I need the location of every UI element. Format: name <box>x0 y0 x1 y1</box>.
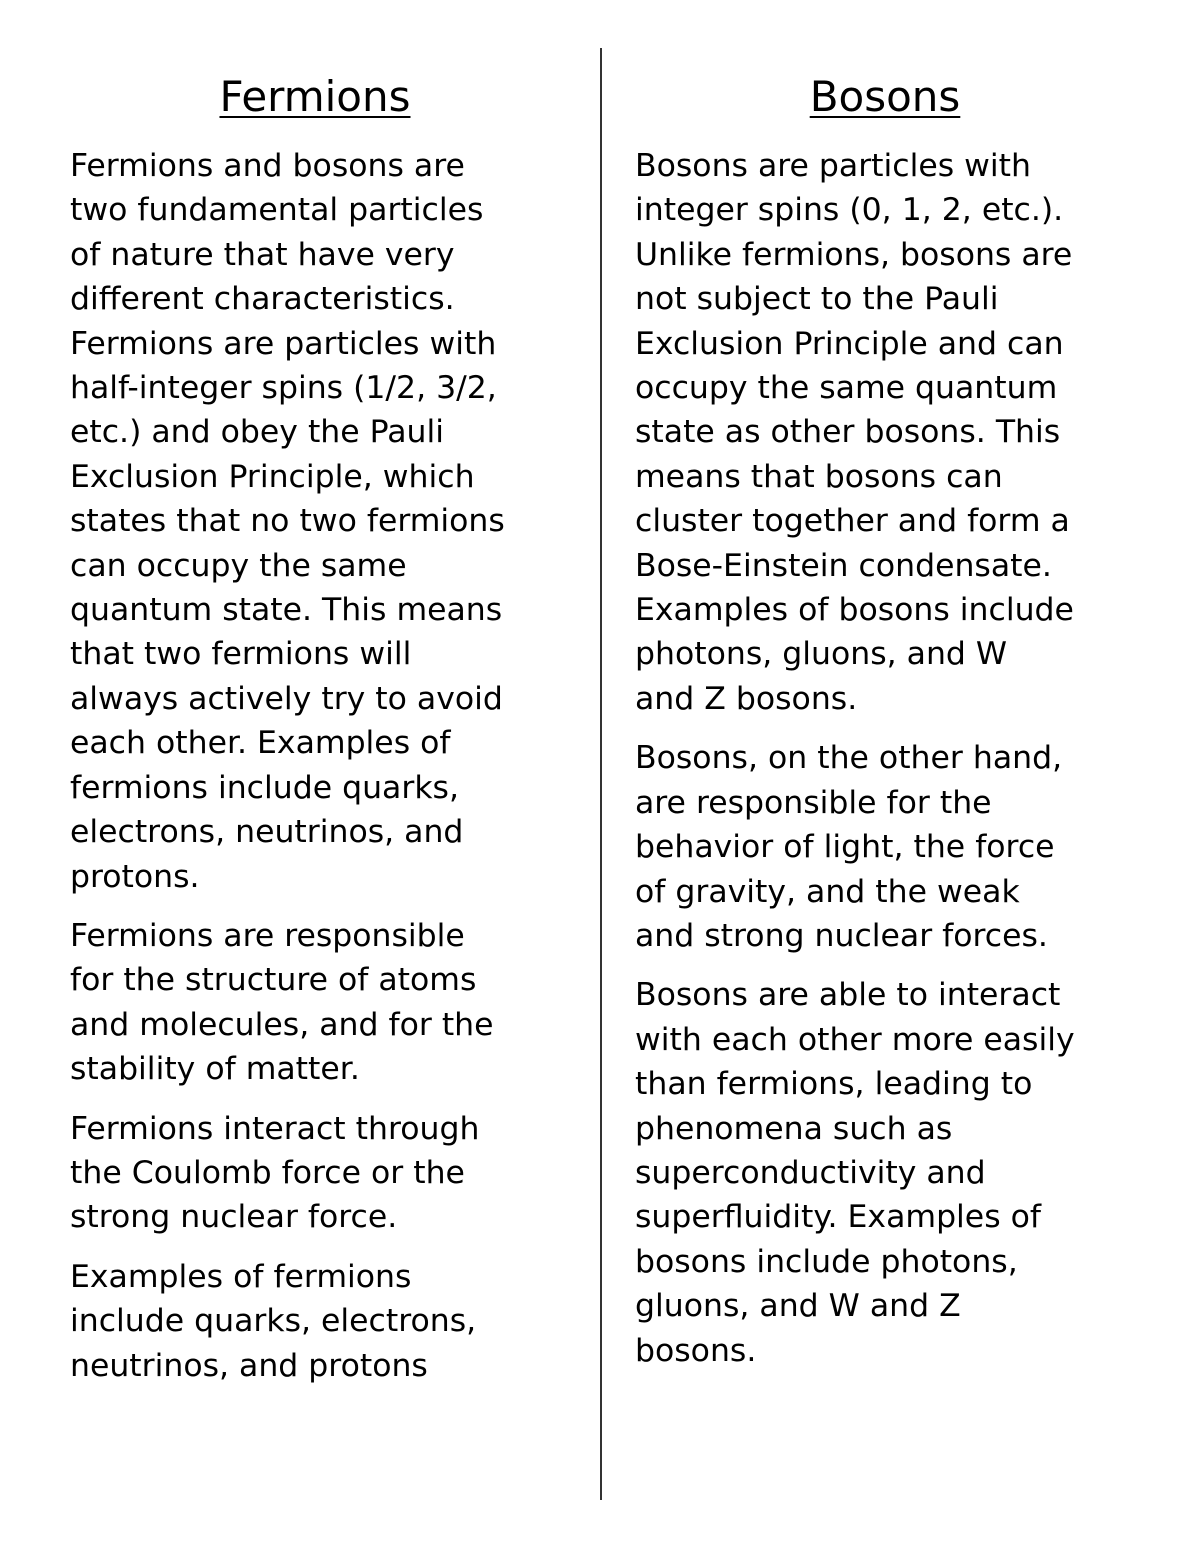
fermions-column <box>70 72 570 1403</box>
bosons-paragraph-1: Bosons are particles with integer spins (0, 1, 2, etc.). Unlike fermions, bosons are not subject to the Pauli Exclusion Principle and can occupy the same quantum state as other bosons. This means that bosons can cluster together and form a Bose-Einstein condensate. Examples of bosons include photons, gluons, and W and Z bosons. <box>635 148 1074 717</box>
fermions-paragraph-2: Fermions are responsible for the structure of atoms and molecules, and for the stability of matter. <box>70 917 494 1088</box>
bosons-paragraph-2: Bosons, on the other hand, are responsible for the behavior of light, the force of gravity, and the weak and strong nuclear forces. <box>635 740 1063 954</box>
fermions-heading: Fermions <box>219 72 411 121</box>
bosons-column <box>635 72 1145 1388</box>
fermions-paragraph-3: Fermions interact through the Coulomb force or the strong nuclear force. <box>70 1110 480 1236</box>
column-divider <box>600 48 602 1500</box>
bosons-heading: Bosons <box>809 72 961 121</box>
fermions-paragraph-1: Fermions and bosons are two fundamental particles of nature that have very different characteristics. Fermions are particles with half-integer spins (1/2, 3/2, etc.) and obey the Pauli Exclusion Principle, which states that no two fermions can occupy the same quantum state. This means that two fermions will always actively try to avoid each other. Examples of fermions include quarks, electrons, neutrinos, and protons. <box>70 148 505 895</box>
fermions-paragraph-4: Examples of fermions include quarks, electrons, neutrinos, and protons <box>70 1258 477 1384</box>
bosons-paragraph-3: Bosons are able to interact with each other more easily than fermions, leading to phenomena such as superconductivity and superfluidity. Examples of bosons include photons, gluons, and W and Z bosons. <box>635 977 1075 1369</box>
